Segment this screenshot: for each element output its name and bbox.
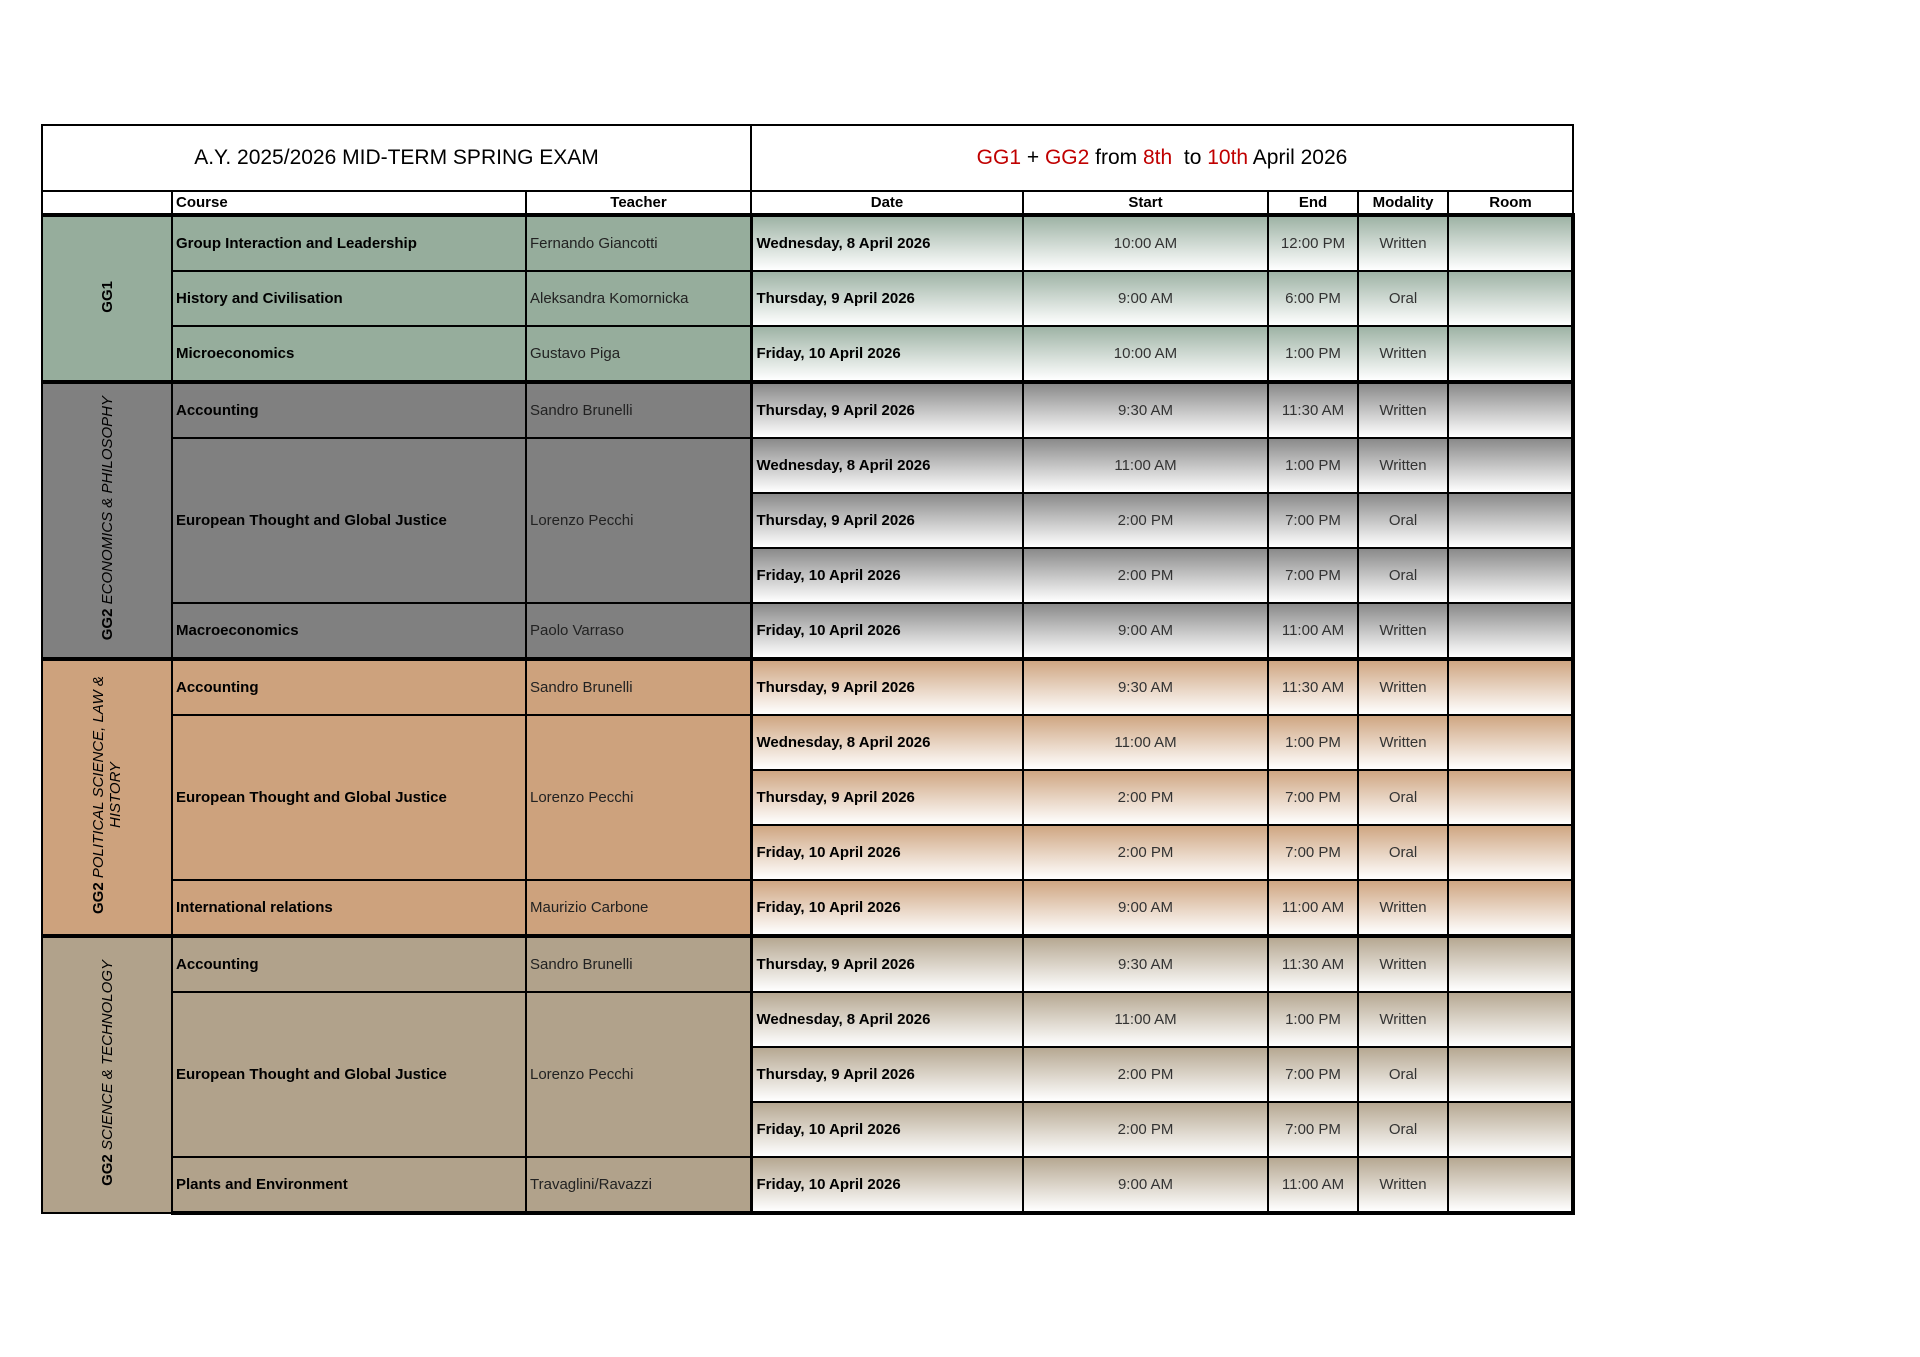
- exam-date: Thursday, 9 April 2026: [751, 659, 1023, 715]
- header-start: Start: [1023, 191, 1268, 215]
- start-time: 9:00 AM: [1023, 603, 1268, 659]
- table-row: [42, 936, 1573, 992]
- teacher-name: Gustavo Piga: [526, 326, 751, 382]
- subtitle-part: April 2026: [1248, 146, 1348, 169]
- course-name: Group Interaction and Leadership: [172, 215, 526, 271]
- header-date: Date: [751, 191, 1023, 215]
- exam-date: Wednesday, 8 April 2026: [751, 215, 1023, 271]
- end-time: 11:00 AM: [1268, 880, 1358, 936]
- header-modality: Modality: [1358, 191, 1448, 215]
- start-time: 9:00 AM: [1023, 1157, 1268, 1213]
- group-label-cell: [42, 659, 172, 936]
- header-end: End: [1268, 191, 1358, 215]
- modality: Oral: [1358, 493, 1448, 548]
- exam-date: Friday, 10 April 2026: [751, 1157, 1023, 1213]
- teacher-name: Maurizio Carbone: [526, 880, 751, 936]
- table-row: [42, 880, 1573, 936]
- room: [1448, 715, 1573, 770]
- room: [1448, 880, 1573, 936]
- start-time: 2:00 PM: [1023, 1047, 1268, 1102]
- course-name: European Thought and Global Justice: [172, 438, 526, 603]
- table-row: [42, 603, 1573, 659]
- course-name: International relations: [172, 880, 526, 936]
- modality: Oral: [1358, 1102, 1448, 1157]
- group-code: GG2: [98, 1154, 116, 1186]
- modality: Written: [1358, 438, 1448, 493]
- teacher-name: Fernando Giancotti: [526, 215, 751, 271]
- course-name: Accounting: [172, 659, 526, 715]
- subtitle-part: +: [1021, 146, 1045, 169]
- group-label: [99, 960, 116, 1186]
- group-track: POLITICAL SCIENCE, LAW & HISTORY: [90, 676, 124, 879]
- exam-date: Friday, 10 April 2026: [751, 1102, 1023, 1157]
- room: [1448, 271, 1573, 326]
- subtitle-part: GG2: [1044, 146, 1090, 169]
- end-time: 6:00 PM: [1268, 271, 1358, 326]
- end-time: 11:30 AM: [1268, 382, 1358, 438]
- start-time: 9:30 AM: [1023, 936, 1268, 992]
- room: [1448, 825, 1573, 880]
- exam-date: Wednesday, 8 April 2026: [751, 438, 1023, 493]
- group-code: GG2: [90, 882, 107, 915]
- subtitle-part: from: [1089, 146, 1143, 169]
- room: [1448, 936, 1573, 992]
- header-course: Course: [172, 191, 526, 215]
- exam-date: Friday, 10 April 2026: [751, 548, 1023, 603]
- exam-date: Thursday, 9 April 2026: [751, 936, 1023, 992]
- group-track: ECONOMICS & PHILOSOPHY: [98, 396, 116, 605]
- group-label: [90, 659, 124, 932]
- start-time: 10:00 AM: [1023, 215, 1268, 271]
- teacher-name: Paolo Varraso: [526, 603, 751, 659]
- modality: Written: [1358, 936, 1448, 992]
- modality: Written: [1358, 382, 1448, 438]
- modality: Written: [1358, 659, 1448, 715]
- start-time: 9:30 AM: [1023, 659, 1268, 715]
- teacher-name: Aleksandra Komornicka: [526, 271, 751, 326]
- start-time: 9:00 AM: [1023, 271, 1268, 326]
- exam-date: Thursday, 9 April 2026: [751, 271, 1023, 326]
- group-label-cell: [42, 382, 172, 659]
- subtitle-part: to: [1172, 146, 1208, 169]
- exam-date: Friday, 10 April 2026: [751, 825, 1023, 880]
- course-name: Plants and Environment: [172, 1157, 526, 1213]
- teacher-name: Sandro Brunelli: [526, 382, 751, 438]
- start-time: 11:00 AM: [1023, 438, 1268, 493]
- subtitle-part: 10th: [1207, 146, 1249, 169]
- modality: Written: [1358, 326, 1448, 382]
- course-name: History and Civilisation: [172, 271, 526, 326]
- subtitle-part: 8th: [1143, 146, 1173, 169]
- end-time: 11:00 AM: [1268, 603, 1358, 659]
- header-group: [42, 191, 172, 215]
- start-time: 2:00 PM: [1023, 825, 1268, 880]
- table-row: [42, 1157, 1573, 1213]
- exam-date: Thursday, 9 April 2026: [751, 1047, 1023, 1102]
- table-row: [42, 326, 1573, 382]
- group-code: GG2: [98, 608, 116, 641]
- exam-schedule-sheet: [41, 124, 1572, 1215]
- teacher-name: Sandro Brunelli: [526, 936, 751, 992]
- exam-date: Friday, 10 April 2026: [751, 326, 1023, 382]
- exam-date: Thursday, 9 April 2026: [751, 382, 1023, 438]
- table-row: [42, 715, 1573, 770]
- table-row: [42, 438, 1573, 493]
- header-room: Room: [1448, 191, 1573, 215]
- exam-date: Thursday, 9 April 2026: [751, 770, 1023, 825]
- group-label: [99, 281, 116, 313]
- group-label-cell: [42, 215, 172, 382]
- exam-date: Wednesday, 8 April 2026: [751, 715, 1023, 770]
- room: [1448, 1157, 1573, 1213]
- start-time: 11:00 AM: [1023, 992, 1268, 1047]
- end-time: 7:00 PM: [1268, 1102, 1358, 1157]
- modality: Oral: [1358, 271, 1448, 326]
- room: [1448, 1102, 1573, 1157]
- modality: Written: [1358, 880, 1448, 936]
- modality: Written: [1358, 992, 1448, 1047]
- room: [1448, 326, 1573, 382]
- exam-schedule-table: [41, 124, 1575, 1215]
- modality: Written: [1358, 603, 1448, 659]
- end-time: 7:00 PM: [1268, 770, 1358, 825]
- room: [1448, 493, 1573, 548]
- course-name: European Thought and Global Justice: [172, 992, 526, 1157]
- exam-date: Wednesday, 8 April 2026: [751, 992, 1023, 1047]
- start-time: 2:00 PM: [1023, 493, 1268, 548]
- modality: Written: [1358, 1157, 1448, 1213]
- table-row: [42, 382, 1573, 438]
- end-time: 1:00 PM: [1268, 326, 1358, 382]
- group-label-cell: [42, 936, 172, 1213]
- modality: Oral: [1358, 1047, 1448, 1102]
- start-time: 10:00 AM: [1023, 326, 1268, 382]
- start-time: 9:30 AM: [1023, 382, 1268, 438]
- end-time: 11:00 AM: [1268, 1157, 1358, 1213]
- end-time: 1:00 PM: [1268, 715, 1358, 770]
- group-label: [99, 396, 116, 640]
- end-time: 12:00 PM: [1268, 215, 1358, 271]
- course-name: European Thought and Global Justice: [172, 715, 526, 880]
- room: [1448, 548, 1573, 603]
- room: [1448, 659, 1573, 715]
- start-time: 2:00 PM: [1023, 1102, 1268, 1157]
- start-time: 11:00 AM: [1023, 715, 1268, 770]
- room: [1448, 992, 1573, 1047]
- room: [1448, 382, 1573, 438]
- end-time: 1:00 PM: [1268, 438, 1358, 493]
- schedule-title: A.Y. 2025/2026 MID-TERM SPRING EXAM: [42, 125, 751, 191]
- teacher-name: Sandro Brunelli: [526, 659, 751, 715]
- course-name: Accounting: [172, 382, 526, 438]
- end-time: 1:00 PM: [1268, 992, 1358, 1047]
- table-row: [42, 271, 1573, 326]
- start-time: 9:00 AM: [1023, 880, 1268, 936]
- room: [1448, 215, 1573, 271]
- table-row: [42, 992, 1573, 1047]
- end-time: 11:30 AM: [1268, 936, 1358, 992]
- modality: Written: [1358, 215, 1448, 271]
- modality: Oral: [1358, 825, 1448, 880]
- exam-date: Friday, 10 April 2026: [751, 603, 1023, 659]
- room: [1448, 603, 1573, 659]
- exam-date: Thursday, 9 April 2026: [751, 493, 1023, 548]
- header-row: [42, 191, 1573, 215]
- teacher-name: Lorenzo Pecchi: [526, 992, 751, 1157]
- group-code: GG1: [98, 280, 116, 313]
- course-name: Macroeconomics: [172, 603, 526, 659]
- group-track: SCIENCE & TECHNOLOGY: [98, 960, 116, 1151]
- course-name: Accounting: [172, 936, 526, 992]
- course-name: Microeconomics: [172, 326, 526, 382]
- exam-date: Friday, 10 April 2026: [751, 880, 1023, 936]
- start-time: 2:00 PM: [1023, 548, 1268, 603]
- table-row: [42, 215, 1573, 271]
- modality: Oral: [1358, 548, 1448, 603]
- teacher-name: Travaglini/Ravazzi: [526, 1157, 751, 1213]
- start-time: 2:00 PM: [1023, 770, 1268, 825]
- header-teacher: Teacher: [526, 191, 751, 215]
- title-row: [42, 125, 1573, 191]
- room: [1448, 770, 1573, 825]
- end-time: 7:00 PM: [1268, 493, 1358, 548]
- end-time: 7:00 PM: [1268, 1047, 1358, 1102]
- teacher-name: Lorenzo Pecchi: [526, 715, 751, 880]
- end-time: 7:00 PM: [1268, 548, 1358, 603]
- room: [1448, 438, 1573, 493]
- room: [1448, 1047, 1573, 1102]
- schedule-subtitle: [751, 125, 1573, 191]
- table-row: [42, 659, 1573, 715]
- end-time: 7:00 PM: [1268, 825, 1358, 880]
- subtitle-part: GG1: [976, 146, 1022, 169]
- modality: Oral: [1358, 770, 1448, 825]
- teacher-name: Lorenzo Pecchi: [526, 438, 751, 603]
- modality: Written: [1358, 715, 1448, 770]
- end-time: 11:30 AM: [1268, 659, 1358, 715]
